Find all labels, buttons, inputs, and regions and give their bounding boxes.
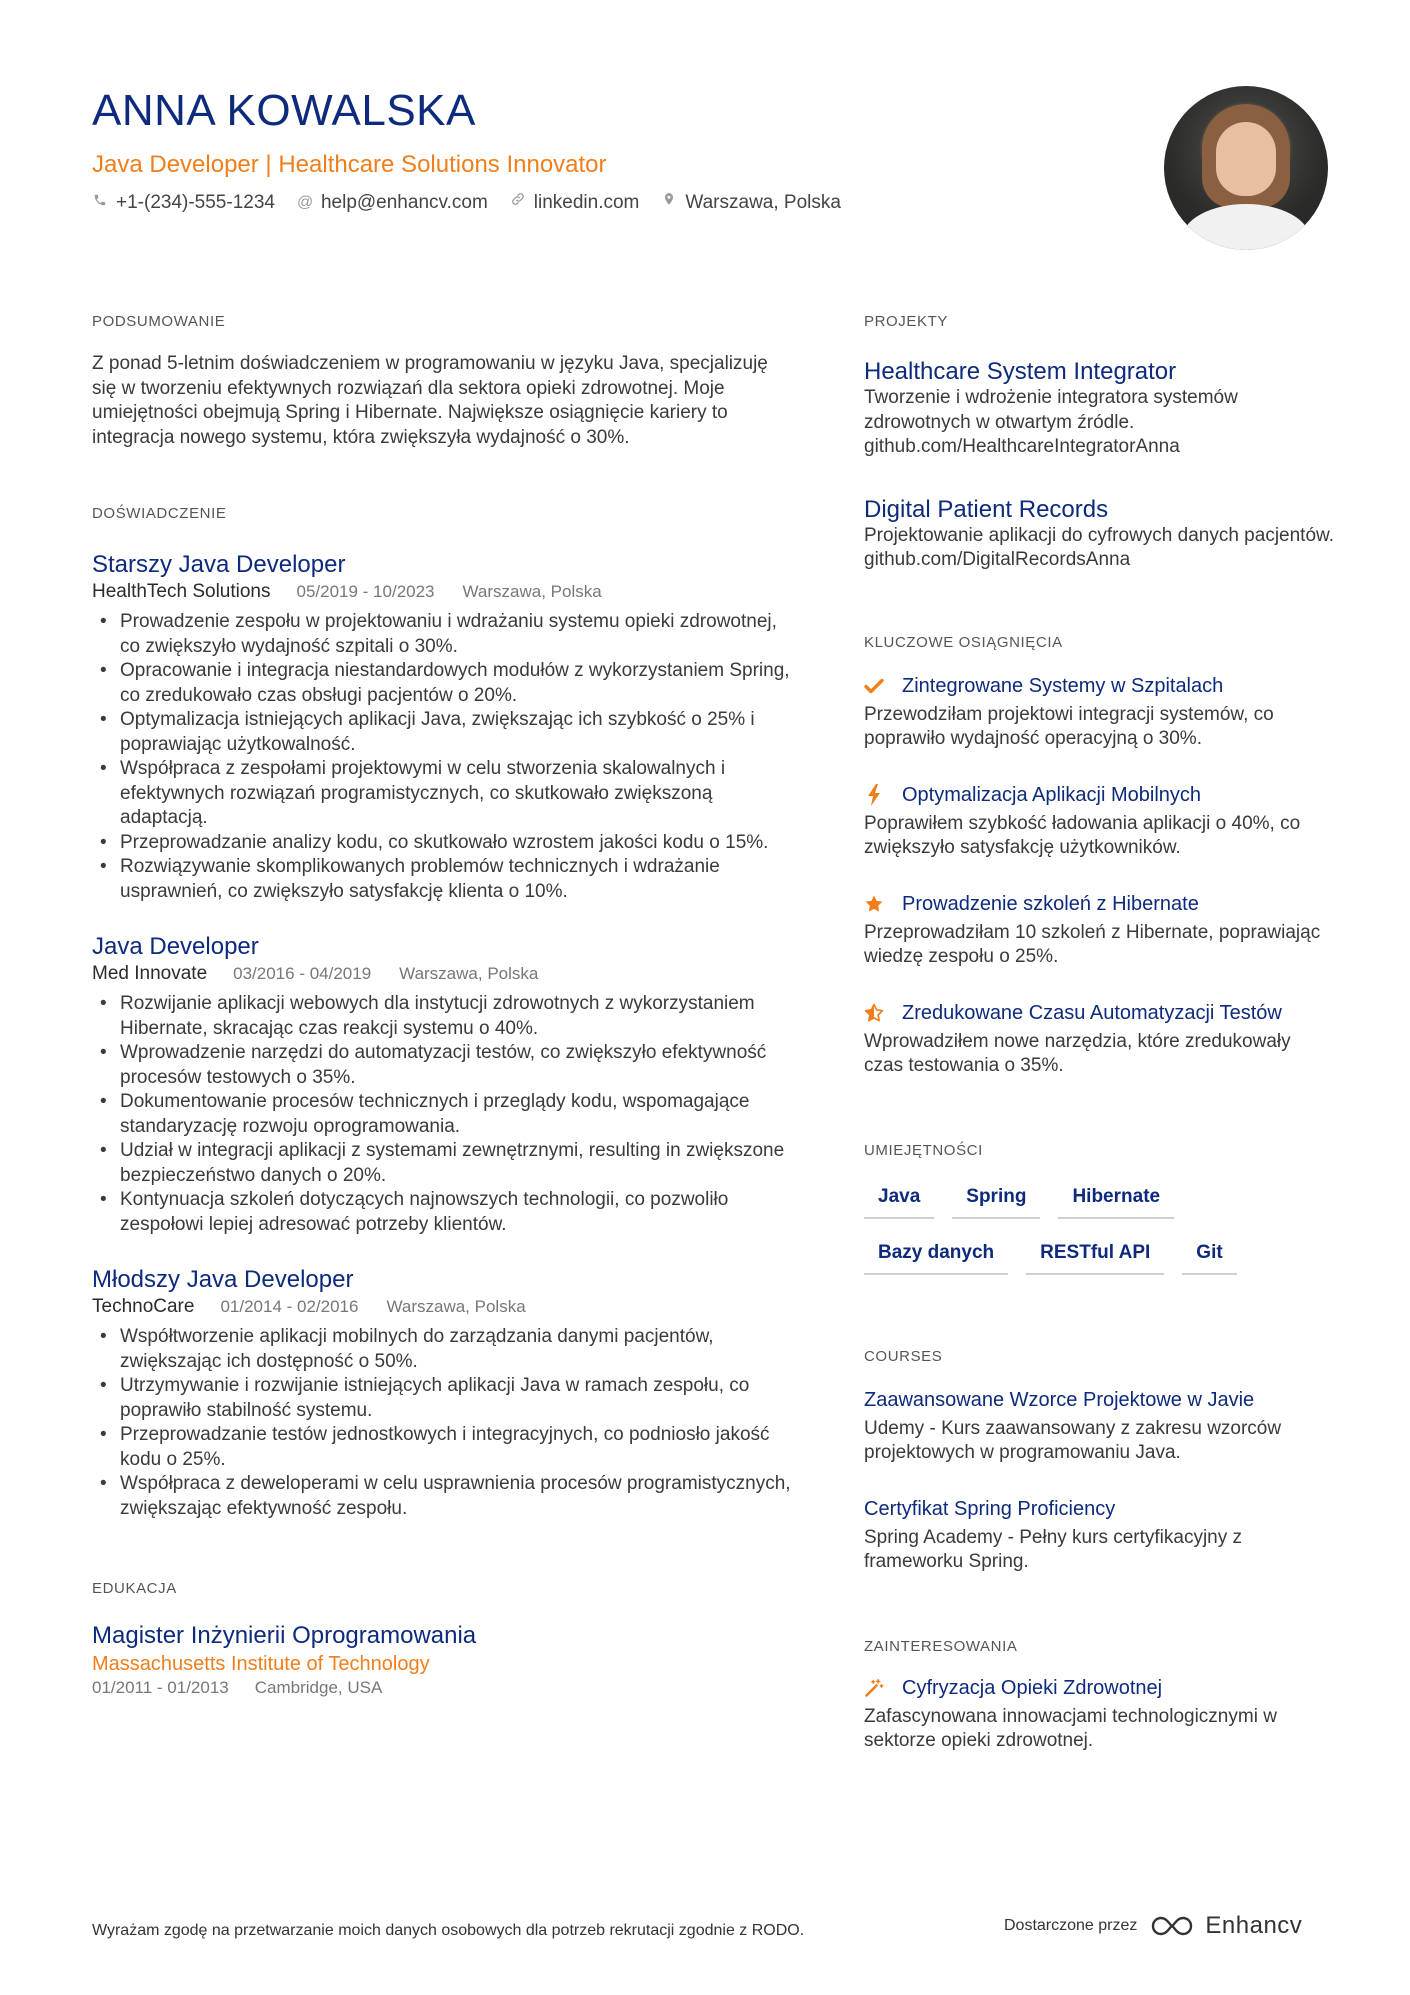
achievement-title: Zintegrowane Systemy w Szpitalach: [902, 674, 1224, 697]
achievement-title: Prowadzenie szkoleń z Hibernate: [902, 892, 1199, 915]
courses-heading: COURSES: [864, 1347, 943, 1365]
achievement-desc: Poprawiłem szybkość ładowania aplikacji o 40%, co zwiększyło satysfakcję użytkowników.: [864, 812, 1301, 858]
education-school: Massachusetts Institute of Technology: [92, 1653, 430, 1675]
job-bullet: • Wprowadzenie narzędzi do automatyzacji testów, co zwiększyło efektywność procesów testowych o 35%.: [92, 1041, 792, 1090]
job-location: Warszawa, Polska: [386, 1297, 526, 1316]
interests-section: [864, 1637, 1334, 1754]
project-title: Healthcare System Integrator: [864, 358, 1177, 385]
course-title: Zaawansowane Wzorce Projektowe w Javie: [864, 1388, 1255, 1411]
achievements-section: [864, 633, 1334, 1079]
job-bullet: • Rozwiązywanie skomplikowanych problemów technicznych i wdrażanie usprawnień, co zwiększyło satysfakcję klienta o 10%.: [92, 855, 792, 904]
email-text[interactable]: help@enhancv.com: [320, 192, 488, 213]
check-icon: [864, 676, 884, 696]
job-location: Warszawa, Polska: [399, 964, 539, 983]
education-heading: EDUKACJA: [92, 1580, 177, 1597]
education-location: Cambridge, USA: [254, 1678, 383, 1697]
skill-tag: Bazy danych: [864, 1235, 1008, 1275]
project-title: Digital Patient Records: [864, 495, 1109, 523]
courses-section: [864, 1347, 1334, 1575]
skills-section: [864, 1141, 1334, 1291]
job-dates: 05/2019 - 10/2023: [296, 582, 435, 601]
interest-desc: Zafascynowana innowacjami technologicznymi w sektorze opieki zdrowotnej.: [864, 1705, 1277, 1751]
course-title: Certyfikat Spring Proficiency: [864, 1497, 1116, 1520]
contact-location: [661, 190, 841, 216]
achievements-heading: KLUCZOWE OSIĄGNIĘCIA: [864, 633, 1063, 651]
job-title: Starszy Java Developer: [92, 551, 346, 578]
education-meta: [92, 1677, 792, 1699]
job-entry: [92, 1265, 792, 1521]
job-bullet: • Przeprowadzanie testów jednostkowych i integracyjnych, co podniosło jakość kodu o 25%.: [92, 1423, 792, 1472]
half-star-icon: [864, 1003, 884, 1023]
job-entry: [92, 550, 792, 904]
star-icon: [864, 894, 884, 914]
summary-text: Z ponad 5-letnim doświadczeniem w programowaniu w języku Java, specjalizuję się w tworzeniu efektywnych rozwiązań dla sektora opieki zdrowotnej. Moje umiejętności obejmują Spring i Hibernate. Największe osiągnięcie kariery to integracja nowego systemu, która zwiększyła wydajność o 30%.: [92, 353, 768, 448]
achievement-item: [864, 1000, 1334, 1079]
job-bullet: • Utrzymywanie i rozwijanie istniejących aplikacji Java w ramach zespołu, co poprawiło stabilność systemu.: [92, 1374, 792, 1423]
bolt-icon: [864, 785, 884, 805]
course-desc: Spring Academy - Pełny kurs certyfikacyjny z frameworku Spring.: [864, 1526, 1243, 1572]
summary-section: [92, 312, 792, 450]
candidate-headline: Java Developer | Healthcare Solutions Innovator: [92, 151, 607, 178]
course-item: [864, 1387, 1334, 1466]
job-bullet: • Współpraca z zespołami projektowymi w celu stworzenia skalowalnych i efektywnych rozwiązań programistycznych, co skutkowało zwiększoną adaptacją.: [92, 757, 792, 831]
link-icon: [510, 190, 526, 216]
location-text: Warszawa, Polska: [685, 192, 841, 213]
achievement-title: Zredukowane Czasu Automatyzacji Testów: [902, 1001, 1282, 1024]
job-title: Młodszy Java Developer: [92, 1266, 354, 1293]
job-bullets: [92, 1325, 792, 1521]
phone-text: +1-(234)-555-1234: [116, 192, 275, 213]
job-dates: 01/2014 - 02/2016: [220, 1297, 359, 1316]
avatar: [1164, 86, 1328, 250]
skill-tag: Java: [864, 1179, 934, 1219]
summary-heading: PODSUMOWANIE: [92, 313, 226, 330]
job-company: Med Innovate: [92, 963, 208, 984]
job-bullets: [92, 610, 792, 904]
project-item: [864, 358, 1334, 460]
project-item: [864, 496, 1334, 573]
achievement-desc: Przewodziłam projektowi integracji systemów, co poprawiło wydajność operacyjną o 30%.: [864, 703, 1274, 749]
project-desc: Projektowanie aplikacji do cyfrowych danych pacjentów. github.com/DigitalRecordsAnna: [864, 524, 1334, 570]
candidate-name: ANNA KOWALSKA: [92, 86, 476, 135]
job-bullet: • Współpraca z deweloperami w celu usprawnienia procesów programistycznych, zwiększając efektywność zespołu.: [92, 1472, 792, 1521]
interests-heading: ZAINTERESOWANIA: [864, 1637, 1018, 1655]
achievement-item: [864, 891, 1334, 970]
left-column: [92, 312, 792, 1699]
job-bullet: • Optymalizacja istniejących aplikacji Java, zwiększając ich szybkość o 25% i poprawiając użytkowalność.: [92, 708, 792, 757]
job-meta: [92, 962, 792, 986]
achievement-item: [864, 673, 1334, 752]
job-bullet: • Prowadzenie zespołu w projektowaniu i wdrażaniu systemu opieki zdrowotnej, co zwiększyło wydajność szpitali o 30%.: [92, 610, 792, 659]
interest-item: [864, 1675, 1334, 1754]
powered-by[interactable]: [1004, 1912, 1302, 1940]
achievement-item: [864, 782, 1334, 861]
phone-icon: [92, 190, 108, 216]
job-bullet: • Udział w integracji aplikacji z systemami zewnętrznymi, resulting in zwiększone bezpieczeństwo danych o 20%.: [92, 1139, 792, 1188]
project-desc: Tworzenie i wdrożenie integratora systemów zdrowotnych w otwartym źródle. github.com/HealthcareIntegratorAnna: [864, 387, 1238, 457]
job-dates: 03/2016 - 04/2019: [233, 964, 372, 983]
resume-header: [92, 84, 1142, 216]
experience-heading: DOŚWIADCZENIE: [92, 505, 227, 522]
job-meta: [92, 1295, 792, 1319]
job-bullets: [92, 992, 792, 1237]
projects-heading: PROJEKTY: [864, 313, 948, 330]
at-icon: @: [296, 194, 314, 211]
achievement-desc: Przeprowadziłam 10 szkoleń z Hibernate, poprawiając wiedzę zespołu o 25%.: [864, 921, 1321, 967]
job-location: Warszawa, Polska: [462, 582, 602, 601]
interest-title: Cyfryzacja Opieki Zdrowotnej: [902, 1676, 1163, 1699]
job-bullet: • Przeprowadzanie analizy kodu, co skutkowało wzrostem jakości kodu o 15%.: [92, 831, 792, 856]
contact-linkedin[interactable]: [510, 190, 640, 216]
right-column: [864, 312, 1334, 1754]
job-bullet: • Kontynuacja szkoleń dotyczących najnowszych technologii, co pozwoliło zespołowi lepiej adresować potrzeby klientów.: [92, 1188, 792, 1237]
skills-heading: UMIEJĘTNOŚCI: [864, 1141, 983, 1159]
skill-tag: Git: [1182, 1235, 1236, 1275]
job-company: TechnoCare: [92, 1296, 195, 1317]
powered-by-label: Dostarczone przez: [1004, 1917, 1138, 1934]
skills-list: [864, 1179, 1334, 1291]
consent-text: Wyrażam zgodę na przetwarzanie moich danych osobowych dla potrzeb rekrutacji zgodnie z RODO.: [92, 1922, 805, 1939]
job-entry: [92, 932, 792, 1237]
education-dates: 01/2011 - 01/2013: [92, 1678, 229, 1697]
education-degree: Magister Inżynierii Oprogramowania: [92, 1622, 477, 1649]
achievement-desc: Wprowadziłem nowe narzędzia, które zredukowały czas testowania o 35%.: [864, 1030, 1291, 1076]
course-desc: Udemy - Kurs zaawansowany z zakresu wzorców projektowych w programowaniu Java.: [864, 1417, 1282, 1463]
achievement-title: Optymalizacja Aplikacji Mobilnych: [902, 783, 1202, 806]
linkedin-text[interactable]: linkedin.com: [533, 192, 640, 213]
projects-section: [864, 312, 1334, 573]
job-title: Java Developer: [92, 933, 259, 960]
magic-wand-icon: [864, 1678, 884, 1698]
job-bullet: • Współtworzenie aplikacji mobilnych do zarządzania danymi pacjentów, zwiększając ich dostępność o 50%.: [92, 1325, 792, 1374]
job-bullet: • Dokumentowanie procesów technicznych i przeglądy kodu, wspomagające standaryzację rozwoju oprogramowania.: [92, 1090, 792, 1139]
enhancv-logo-text: Enhancv: [1205, 1912, 1303, 1939]
contact-email[interactable]: [297, 190, 488, 216]
education-section: [92, 1579, 792, 1699]
job-company: HealthTech Solutions: [92, 581, 271, 602]
job-bullet: • Opracowanie i integracja niestandardowych modułów z wykorzystaniem Spring, co zredukowało czas obsługi pacjentów o 20%.: [92, 659, 792, 708]
enhancv-logo-icon: [1149, 1913, 1195, 1939]
location-pin-icon: [661, 190, 677, 216]
skill-tag: Spring: [952, 1179, 1040, 1219]
job-bullet: • Rozwijanie aplikacji webowych dla instytucji zdrowotnych z wykorzystaniem Hibernate, skracając czas reakcji systemu o 40%.: [92, 992, 792, 1041]
job-meta: [92, 580, 792, 604]
course-item: [864, 1496, 1334, 1575]
contact-phone: [92, 190, 275, 216]
skill-tag: RESTful API: [1026, 1235, 1164, 1275]
experience-section: [92, 504, 792, 1521]
skill-tag: Hibernate: [1058, 1179, 1174, 1219]
contact-bar: [92, 190, 1142, 216]
